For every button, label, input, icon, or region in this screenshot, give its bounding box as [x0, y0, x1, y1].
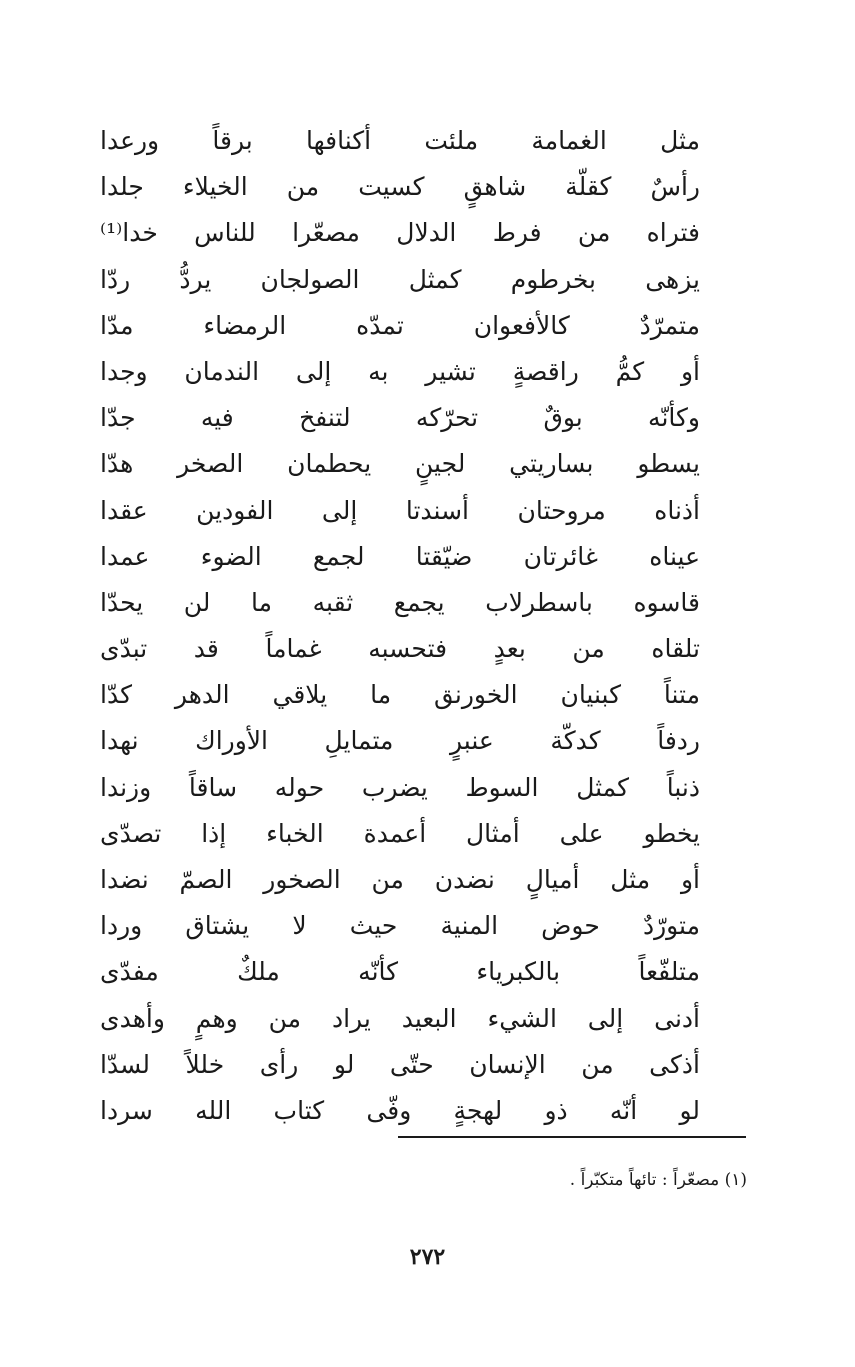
poem-verse: أذناه مروحتان أسندتا إلى الفودين عقدا: [100, 495, 700, 525]
poem-verse: فتراه من فرط الدلال مصعّرا للناس خدا⁽¹⁾: [100, 218, 700, 248]
poem-verse: عيناه غائرتان ضيّقتا لجمع الضوء عمدا: [100, 541, 700, 571]
poem-verse: أو مثل أميالٍ نضدن من الصخور الصمّ نضدا: [100, 865, 700, 894]
footnote-divider: [398, 1136, 746, 1138]
poem-body: [100, 118, 700, 1134]
poem-verse: وكأنّه بوقٌ تحرّكه لتنفخ فيه جدّا: [100, 403, 700, 433]
poem-verse: أو كمُّ راقصةٍ تشير به إلى الندمان وجدا: [100, 356, 700, 386]
poem-verse: متورّدٌ حوض المنية حيث لا يشتاق وردا: [100, 911, 700, 941]
poem-verse: رأسٌ كقلّة شاهقٍ كسيت من الخيلاء جلدا: [100, 172, 700, 202]
page-number: ٢٧٢: [409, 1244, 446, 1270]
poem-verse: يخطو على أمثال أعمدة الخباء إذا تصدّى: [100, 818, 700, 848]
poem-verse: تلقاه من بعدٍ فتحسبه غماماً قد تبدّى: [100, 634, 700, 664]
poem-verse: قاسوه باسطرلاب يجمع ثقبه ما لن يحدّا: [100, 587, 700, 617]
poem-verse: متلفّعاً بالكبرياء كأنّه ملكٌ مفدّى: [100, 957, 700, 987]
poem-verse: أذكى من الإنسان حتّى لو رأى خللاً لسدّا: [100, 1049, 700, 1079]
footnote: (١) مصعّراً : تائهاً متكبّراً .: [569, 1170, 747, 1190]
poem-verse: متناً كبنيان الخورنق ما يلاقي الدهر كدّا: [100, 680, 700, 710]
poem-verse: مثل الغمامة ملئت أكنافها برقاً ورعدا: [100, 126, 700, 155]
poem-verse: ذنباً كمثل السوط يضرب حوله ساقاً وزندا: [100, 772, 700, 802]
poem-verse: يسطو بساريتي لجينٍ يحطمان الصخر هدّا: [100, 449, 700, 479]
poem-verse: يزهى بخرطوم كمثل الصولجان يردُّ ردّا: [100, 264, 700, 294]
poem-verse: أدنى إلى الشيء البعيد يراد من وهمٍ وأهدى: [100, 1003, 700, 1033]
poem-verse: ردفاً كدكّة عنبرٍ متمايلِ الأوراك نهدا: [100, 726, 700, 756]
poem-verse: متمرّدٌ كالأفعوان تمدّه الرمضاء مدّا: [100, 310, 700, 340]
poem-verse: لو أنّه ذو لهجةٍ وفّى كتاب الله سردا: [100, 1095, 700, 1125]
